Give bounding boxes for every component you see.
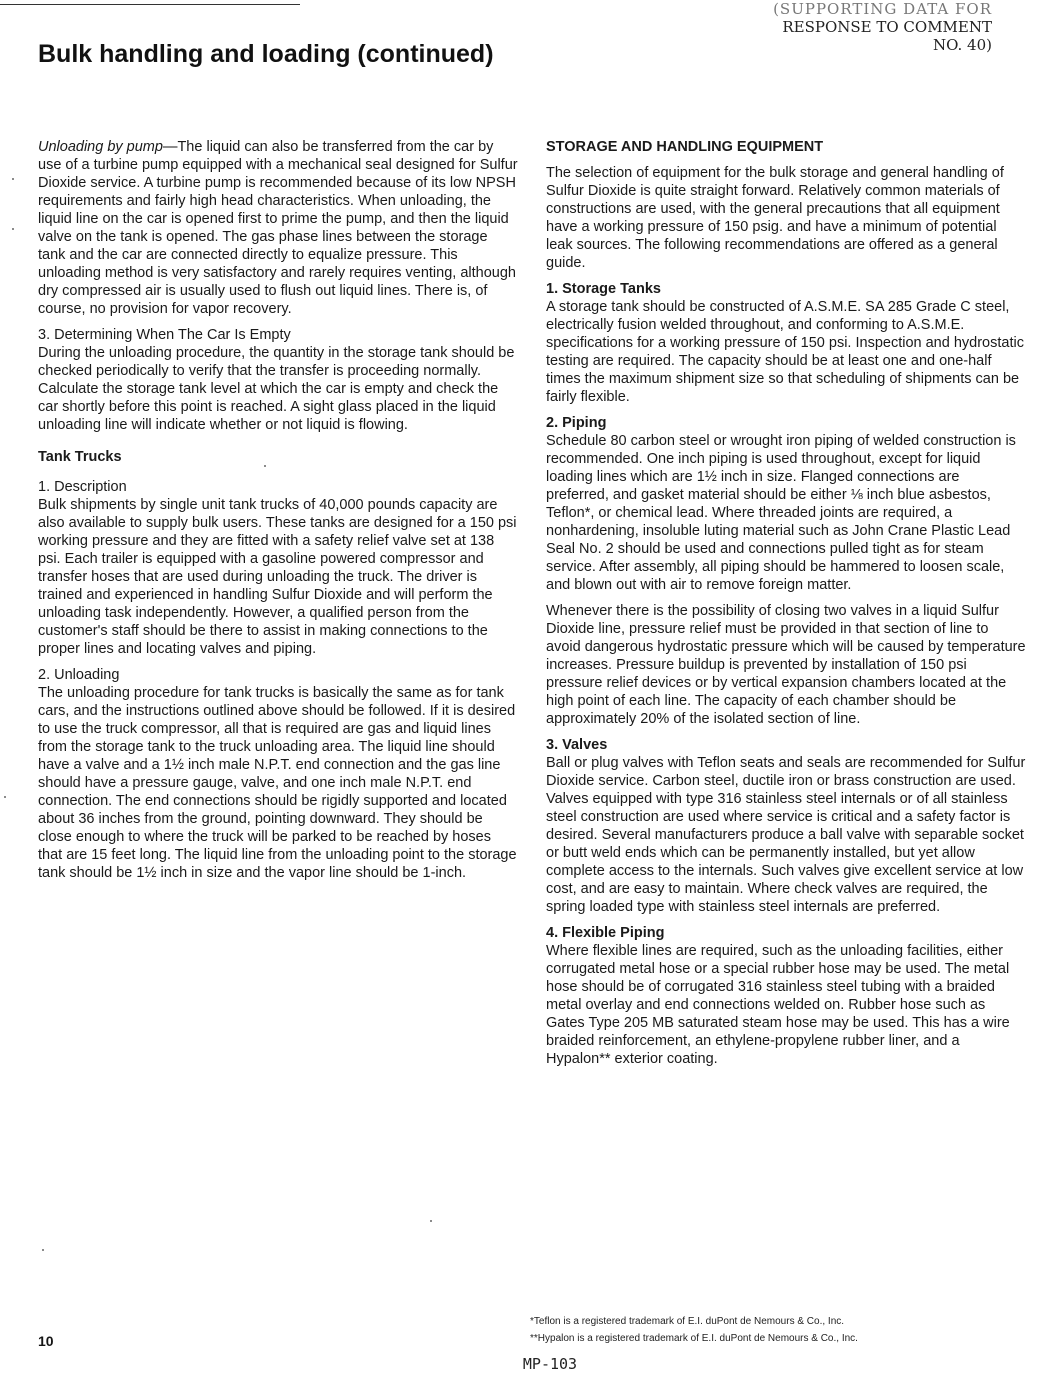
stamp-line-2: RESPONSE TO COMMENT: [782, 18, 992, 36]
footnote-teflon: *Teflon is a registered trademark of E.I. duPont de Nemours & Co., Inc.: [530, 1316, 845, 1327]
unloading-heading: 2. Unloading: [38, 667, 120, 683]
valves-text: Ball or plug valves with Teflon seats and seals are recommended for Sulfur Dioxide service. Carbon steel, ductile iron or brass construction are used. Valves equipped with type 316 stainless steel internals or of all stainless steel construction are used where service is critical and a safety factor is desired. Several manufacturers produce a ball valve with separable socket or butt weld ends which can be permanently installed, but yet allow complete access to the internals. Such valves give excellent service at low cost, and are easy to maintain. Where check valves are required, the spring loaded type with stainless steel internals are preferred.: [546, 755, 1026, 915]
document-code: MP-103: [522, 1355, 578, 1373]
scan-speck: [430, 1220, 432, 1222]
flexible-piping-text: Where flexible lines are required, such as the unloading facilities, either corrugated metal hose or a special rubber hose may be used. The metal hose should be of corrugated 316 stainless steel tubing with a braided metal overlay and end connections welded on. Rubber hose such as Gates Type 205 MB saturated steam hose may be used. This has a wire braided reinforcement, an ethylene-propylene rubber liner, and a Hypalon** exterior coating.: [546, 943, 1010, 1067]
storage-tanks-heading: 1. Storage Tanks: [546, 281, 661, 297]
page-number: 10: [38, 1333, 54, 1349]
scan-speck: [12, 228, 14, 230]
description-text: Bulk shipments by single unit tank trucks of 40,000 pounds capacity are also available to supply bulk users. These tanks are designed for a 150 psi working pressure and they are fitted with a safety relief valve set at 138 psi. Each trailer is equipped with a gasoline powered compressor and transfer hoses that are used during unloading the truck. The driver is trained and experienced in handling Sulfur Dioxide and will perform the unloading task independently. However, a qualified person from the customer's staff should be there to assist in making connections to the proper lines and locating valves and piping.: [38, 497, 517, 657]
scan-speck: [264, 465, 266, 467]
unloading-by-pump-text: —The liquid can also be transferred from the car by use of a turbine pump equipped with a mechanical seal designed for Sulfur Dioxide service. A turbine pump is recommended because of its low NPSH requirements and fairly high head characteristics. When unloading, the liquid line on the car is opened first to prime the pump, and then the liquid valve on the tank is opened. The gas phase lines between the storage tank and the car are connected directly to equalize pressure. This unloading method is very satisfactory and rarely requires venting, although dry compressed air is usually used to flush out liquid lines. There is, of course, no provision for vapor recovery.: [38, 139, 518, 317]
stamp-line-1: (SUPPORTING DATA FOR: [773, 0, 992, 18]
unloading-truck-text: The unloading procedure for tank trucks is basically the same as for tank cars, and the instructions outlined above should be followed. If it is desired to use the truck compressor, all that is required are gas and liquid lines from the storage tank to the truck unloading area. The liquid line should have a valve and a 1½ inch male N.P.T. end connection and the gas line should have a pressure gauge, valve, and one inch male N.P.T. end connection. The end connections should be rigidly supported and located about 36 inches from the ground, pointing downward. They should be close enough to where the truck will be parked to be reached by hoses that are 15 feet long. The liquid line from the unloading point to the storage tank should be 1½ inch in size and the vapor line should be 1-inch.: [38, 685, 517, 881]
unloading-by-pump-paragraph: [38, 138, 518, 318]
pressure-relief-text: Whenever there is the possibility of closing two valves in a liquid Sulfur Dioxide line, pressure relief must be provided in that section of line to avoid dangerous hydrostatic pressure which will be caused by temperature increases. Pressure buildup is prevented by installation of 150 psi pressure relief devices or by vertical expansion chambers located at the high point of each line. The capacity of each chamber should be approximately 20% of the isolated section of line.: [546, 603, 1026, 727]
valves-heading: 3. Valves: [546, 737, 608, 753]
car-empty-text: During the unloading procedure, the quantity in the storage tank should be checked periodically to verify that the transfer is proceeding normally. Calculate the storage tank level at which the car is empty and check the car shortly before this point is reached. A sight glass placed in the liquid unloading line will indicate whether or not liquid is flowing.: [38, 345, 515, 433]
stamp-line-3: NO. 40): [932, 36, 992, 54]
tank-trucks-heading: Tank Trucks: [38, 449, 122, 465]
storage-tanks-text: A storage tank should be constructed of A.S.M.E. SA 285 Grade C steel, electrically fusion welded throughout, and conforming to A.S.M.E. specifications for a working pressure of 150 psi. Inspection and hydrostatic testing are required. The capacity should be at least one and one-half times the maximum shipment size so that scheduling of shipments can be fairly flexible.: [546, 299, 1024, 405]
response-stamp: [752, 0, 992, 54]
car-empty-heading: 3. Determining When The Car Is Empty: [38, 327, 291, 343]
top-rule: [0, 4, 300, 5]
unloading-by-pump-lead: Unloading by pump: [38, 139, 163, 155]
right-column: [546, 138, 1026, 1076]
scan-speck: [42, 1249, 44, 1251]
footnotes: [530, 1313, 1020, 1347]
page-title: Bulk handling and loading (continued): [38, 40, 494, 68]
description-heading: 1. Description: [38, 479, 127, 495]
storage-handling-heading: STORAGE AND HANDLING EQUIPMENT: [546, 139, 824, 155]
flexible-piping-heading: 4. Flexible Piping: [546, 925, 665, 941]
footnote-hypalon: **Hypalon is a registered trademark of E.I. duPont de Nemours & Co., Inc.: [530, 1333, 858, 1344]
scan-speck: [4, 796, 6, 798]
storage-handling-intro: The selection of equipment for the bulk storage and general handling of Sulfur Dioxide is quite straight forward. Relatively common materials of constructions are used, with the general precautions that all equipment have a working pressure of 150 psig. and have a minimum of potential leak sources. The following recommendations are offered as a general guide.: [546, 165, 1004, 271]
left-column: [38, 138, 518, 890]
scan-speck: [12, 178, 14, 180]
piping-heading: 2. Piping: [546, 415, 607, 431]
piping-text: Schedule 80 carbon steel or wrought iron piping of welded construction is recommended. One inch piping is used throughout, except for liquid loading lines which are 1½ inch in size. Flanged connections are preferred, and gasket material should be either ⅛ inch blue asbestos, Teflon*, or chemical lead. Where threaded joints are required, a nonhardening, insoluble luting material such as John Crane Plastic Lead Seal No. 2 should be used and connections pulled tight as for steam service. After assembly, all piping should be hammered to loosen scale, and blown out with air to remove foreign matter.: [546, 433, 1016, 593]
